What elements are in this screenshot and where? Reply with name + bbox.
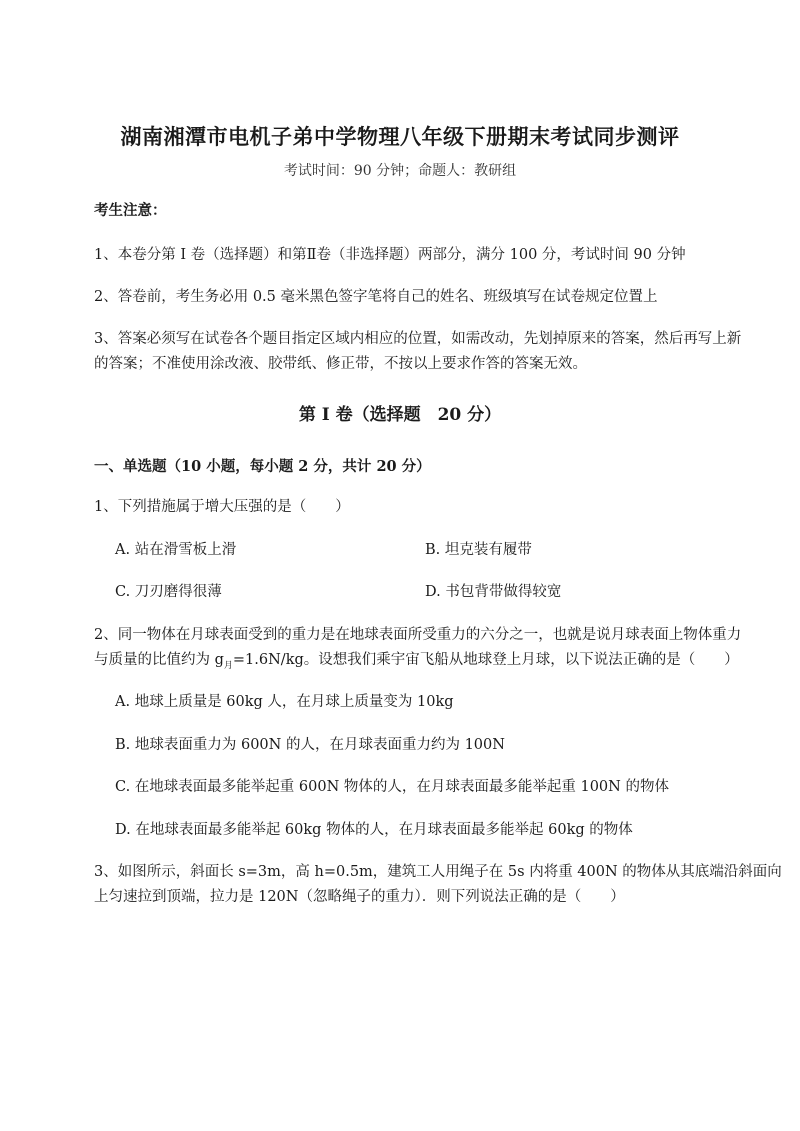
question-3-stem-line-1: 3、如图所示，斜面长 s=3m，高 h=0.5m，建筑工人用绳子在 5s 内将重 400N 的物体从其底端沿斜面向 [94, 864, 782, 880]
question-2-stem-post: =1.6N/kg。设想我们乘宇宙飞船从地球登上月球，以下说法正确的是（ ） [232, 652, 739, 668]
question-2-stem-line-1: 2、同一物体在月球表面受到的重力是在地球表面所受重力的六分之一，也就是说月球表面上物体重力 [94, 627, 742, 643]
question-1-option-d: D. 书包背带做得较宽 [425, 584, 562, 600]
question-3-stem-line-2: 上匀速拉到顶端，拉力是 120N（忽略绳子的重力）．则下列说法正确的是（ ） [94, 889, 625, 905]
question-2-option-c: C. 在地球表面最多能举起重 600N 物体的人，在月球表面最多能举起重 100N 的物体 [115, 779, 669, 795]
question-1-option-c: C. 刀刃磨得很薄 [115, 584, 222, 600]
exam-title: 湖南湘潭市电机子弟中学物理八年级下册期末考试同步测评 [120, 124, 680, 149]
exam-subtitle: 考试时间：90 分钟；命题人：教研组 [283, 163, 517, 179]
section-title: 第 I 卷（选择题 20 分） [298, 405, 502, 425]
question-1-option-b: B. 坦克装有履带 [425, 542, 532, 558]
notice-item-1: 1、本卷分第 I 卷（选择题）和第Ⅱ卷（非选择题）两部分，满分 100 分，考试时间 90 分钟 [94, 247, 686, 263]
question-1-stem: 1、下列措施属于增大压强的是（ ） [94, 499, 350, 515]
question-2-option-b: B. 地球表面重力为 600N 的人，在月球表面重力约为 100N [115, 737, 505, 753]
question-2-option-d: D. 在地球表面最多能举起 60kg 物体的人，在月球表面最多能举起 60kg 的物体 [115, 822, 633, 838]
notice-heading: 考生注意： [94, 202, 167, 219]
question-2-subscript: 月 [223, 660, 233, 671]
notice-item-3: 3、答案必须写在试卷各个题目指定区域内相应的位置，如需改动，先划掉原来的答案，然后再写上新的答案；不准使用涂改液、胶带纸、修正带，不按以上要求作答的答案无效。 [94, 331, 742, 372]
question-2-option-a: A. 地球上质量是 60kg 人，在月球上质量变为 10kg [115, 694, 454, 710]
question-1-option-a: A. 站在滑雪板上滑 [115, 542, 237, 558]
question-2-stem-line-2 [94, 648, 754, 679]
question-2-stem-pre: 与质量的比值约为 g [94, 652, 224, 668]
notice-item-2: 2、答卷前，考生务必用 0.5 毫米黑色签字笔将自己的姓名、班级填写在试卷规定位置上 [94, 289, 658, 305]
part-heading: 一、单选题（10 小题，每小题 2 分，共计 20 分） [94, 458, 431, 475]
